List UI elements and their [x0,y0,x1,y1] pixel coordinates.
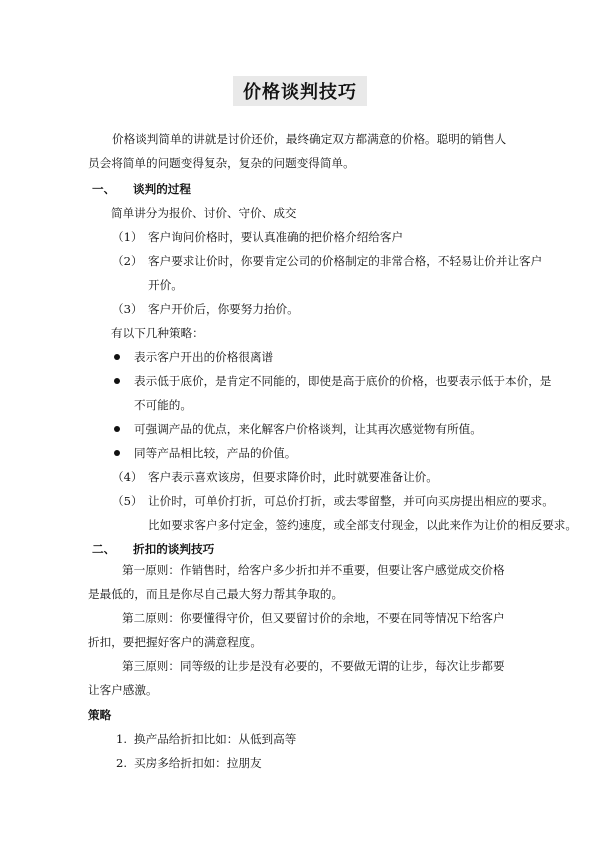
title-text: 价格谈判技巧 [233,76,367,106]
section1-summary: 简单讲分为报价、讨价、守价、成交 [111,206,297,220]
section2-number: 二、 [92,542,116,556]
step-text: 客户要求让价时，你要肯定公司的价格制定的非常合格，不轻易让价并让客户 [148,254,543,268]
step-text: 客户询问价格时，要认真准确的把价格介绍给客户 [148,230,404,244]
step-number: （5） [112,494,143,508]
bullet-dot-icon [114,426,120,432]
principle-paragraph: 第二原则：你要懂得守价，但又要留讨价的余地，不要在同等情况下给客户折扣，要把握好客户的满意程度。 [88,611,505,649]
bullet-text: 表示低于底价，是肯定不同能的，即使是高于底价的价格，也要表示低于本价，是 [134,374,552,388]
strategy-item-text: 换产品给折扣比如：从低到高等 [134,732,297,746]
section1-heading: 谈判的过程 [133,182,191,196]
bullet-text: 可强调产品的优点，来化解客户价格谈判，让其再次感觉物有所值。 [134,422,482,436]
section2-heading: 折扣的谈判技巧 [133,542,215,556]
strategy-item-number: 2. [116,756,128,770]
bullet-dot-icon [114,354,120,360]
step-text: 客户表示喜欢该房，但要求降价时，此时就要准备让价。 [148,470,438,484]
intro-paragraph: 价格谈判简单的讲就是讨价还价，最终确定双方都满意的价格。聪明的销售人员会将简单的问题变得复杂，复杂的问题变得简单。 [88,132,507,170]
step-text: 让价时，可单价打折，可总价打折，或去零留整，并可向买房提出相应的要求。 [148,494,554,508]
bullet-dot-icon [114,378,120,384]
bullet-text-continued: 不可能的。 [134,398,192,412]
principle-paragraph: 第一原则：作销售时，给客户多少折扣并不重要，但要让客户感觉成交价格是最低的，而且是你尽自己最大努力帮其争取的。 [88,563,505,601]
bullet-dot-icon [114,450,120,456]
strategy-item-text: 买房多给折扣如：拉朋友 [134,756,262,770]
step-number: （2） [112,254,143,268]
principle-paragraph: 第三原则：同等级的让步是没有必要的，不要做无谓的让步，每次让步都要让客户感激。 [88,659,505,697]
step-text: 客户开价后，你要努力抬价。 [148,302,299,316]
bullet-text: 表示客户开出的价格很离谱 [134,350,274,364]
strategy-intro: 有以下几种策略： [111,326,204,340]
step-text-continued: 开价。 [148,278,183,292]
strategy-item-number: 1. [116,732,128,746]
step-text-continued: 比如要求客户多付定金，签约速度，或全部支付现金，以此来作为让价的相反要求。 [148,518,577,532]
step-number: （3） [112,302,143,316]
step-number: （1） [112,230,143,244]
document-title [0,76,600,106]
bullet-text: 同等产品相比较，产品的价值。 [134,446,297,460]
section1-number: 一、 [92,182,116,196]
step-number: （4） [112,470,143,484]
strategy-heading: 策略 [88,708,112,722]
